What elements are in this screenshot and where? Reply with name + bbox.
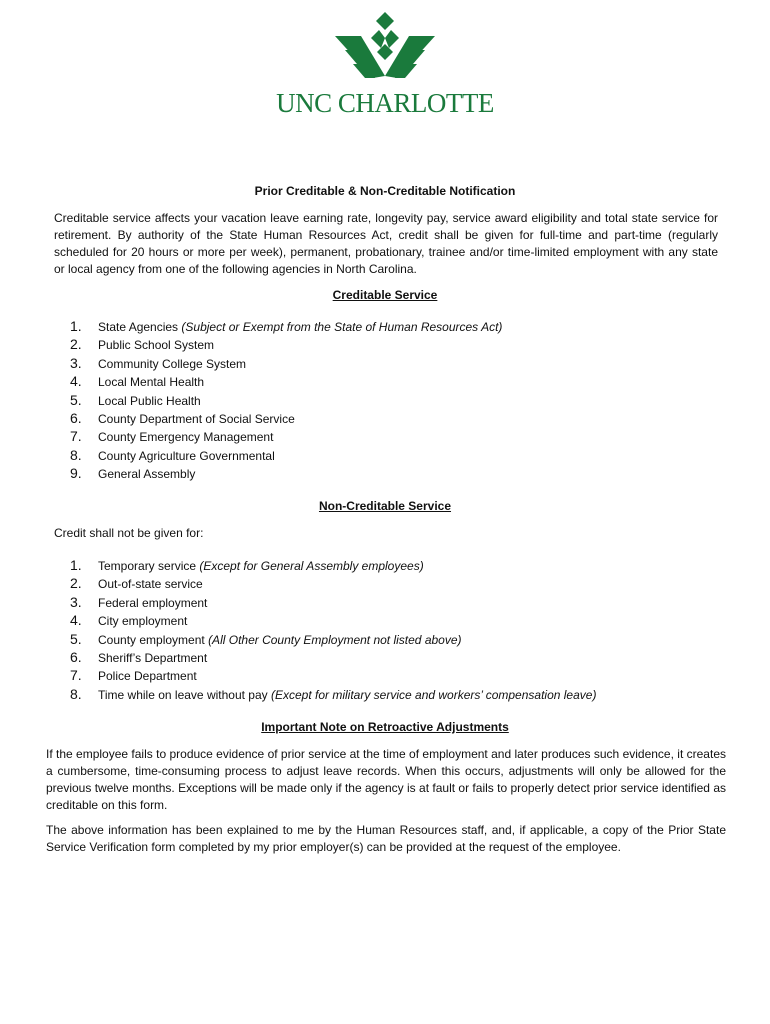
- list-text: General Assembly: [98, 467, 196, 482]
- non-creditable-heading: Non-Creditable Service: [318, 499, 452, 513]
- unc-charlotte-logo: [265, 8, 505, 118]
- list-item: [70, 685, 596, 703]
- list-item: [70, 391, 502, 409]
- crown-emblem-icon: [265, 8, 505, 88]
- list-text: State Agencies: [98, 320, 182, 334]
- list-item: [70, 574, 596, 592]
- list-number: 7.: [70, 667, 82, 684]
- list-item: [70, 372, 502, 390]
- list-note: (Subject or Exempt from the State of Human Resources Act): [181, 320, 503, 334]
- list-number: 1.: [70, 318, 82, 334]
- list-text: County Department of Social Service: [98, 411, 295, 426]
- list-text: County employment: [98, 632, 209, 647]
- list-item: [70, 335, 502, 353]
- list-number: 9.: [70, 465, 82, 482]
- list-number: 6.: [70, 409, 82, 426]
- list-note: (Except for military service and workers’ compensation leave): [270, 687, 597, 702]
- list-text: Temporary service: [98, 559, 200, 573]
- list-text: Local Public Health: [98, 393, 201, 408]
- list-number: 4.: [70, 612, 82, 629]
- creditable-list: [70, 317, 502, 483]
- page-title: Prior Creditable & Non-Creditable Notification: [254, 184, 516, 198]
- list-number: 7.: [70, 428, 82, 445]
- list-text: Sheriff’s Department: [98, 650, 208, 665]
- list-item: [70, 593, 596, 611]
- list-item: [70, 427, 502, 445]
- intro-paragraph: Creditable service affects your vacation leave earning rate, longevity pay, service award eligibility and total state service for retirement. By authority of the State Human Resources Act, credit shall be given for full-time and part-time (regularly scheduled for 20 hours or more per week), permanent, probationary, trainee and/or time-limited employment with any state or local agency from one of the following agencies in North Carolina.: [54, 211, 718, 276]
- list-text: City employment: [98, 614, 188, 629]
- list-item: [70, 611, 596, 629]
- list-number: 4.: [70, 373, 82, 390]
- list-item: [70, 446, 502, 464]
- logo-wordmark: UNC CHARLOTTE: [276, 88, 494, 118]
- list-number: 8.: [70, 446, 82, 463]
- list-note: (All Other County Employment not listed above): [208, 632, 462, 647]
- list-number: 2.: [70, 575, 82, 592]
- list-text: Police Department: [98, 669, 197, 684]
- list-item: [70, 354, 502, 372]
- list-item: [70, 666, 596, 684]
- list-text: Federal employment: [98, 595, 208, 610]
- list-number: 3.: [70, 354, 82, 371]
- non-creditable-list: [70, 556, 596, 703]
- list-item: [70, 648, 596, 666]
- list-text: Local Mental Health: [98, 375, 205, 390]
- non-creditable-intro: Credit shall not be given for:: [54, 526, 204, 540]
- list-number: 2.: [70, 336, 82, 353]
- list-note: (Except for General Assembly employees): [199, 559, 424, 573]
- list-item: [70, 556, 596, 574]
- list-text: Public School System: [98, 338, 215, 353]
- list-number: 6.: [70, 648, 82, 665]
- list-number: 5.: [70, 630, 82, 647]
- list-number: 5.: [70, 391, 82, 408]
- list-item: [70, 317, 502, 335]
- list-text: Community College System: [98, 356, 247, 371]
- list-item: [70, 464, 502, 482]
- creditable-heading: Creditable Service: [332, 288, 438, 302]
- list-text: Out-of-state service: [98, 577, 203, 592]
- list-item: [70, 630, 596, 648]
- list-number: 8.: [70, 685, 82, 702]
- retroactive-paragraph: If the employee fails to produce evidence of prior service at the time of employment and later produces such evidence, it creates a cumbersome, time-consuming process to adjust leave records. When this occurs, adjustments will only be allowed for the previous twelve months. Exceptions will be made only if the agency is at fault or fails to properly detect prior service identified as creditable on this form.: [46, 747, 726, 812]
- acknowledgement-paragraph: The above information has been explained to me by the Human Resources staff, and, if applicable, a copy of the Prior State Service Verification form completed by my prior employer(s) can be provided at the request of the employee.: [46, 823, 726, 854]
- list-text: County Agriculture Governmental: [98, 448, 275, 463]
- list-text: Time while on leave without pay: [98, 687, 271, 702]
- list-text: County Emergency Management: [98, 430, 274, 445]
- retroactive-heading: Important Note on Retroactive Adjustments: [261, 720, 509, 734]
- list-item: [70, 409, 502, 427]
- list-number: 3.: [70, 593, 82, 610]
- list-number: 1.: [70, 557, 82, 573]
